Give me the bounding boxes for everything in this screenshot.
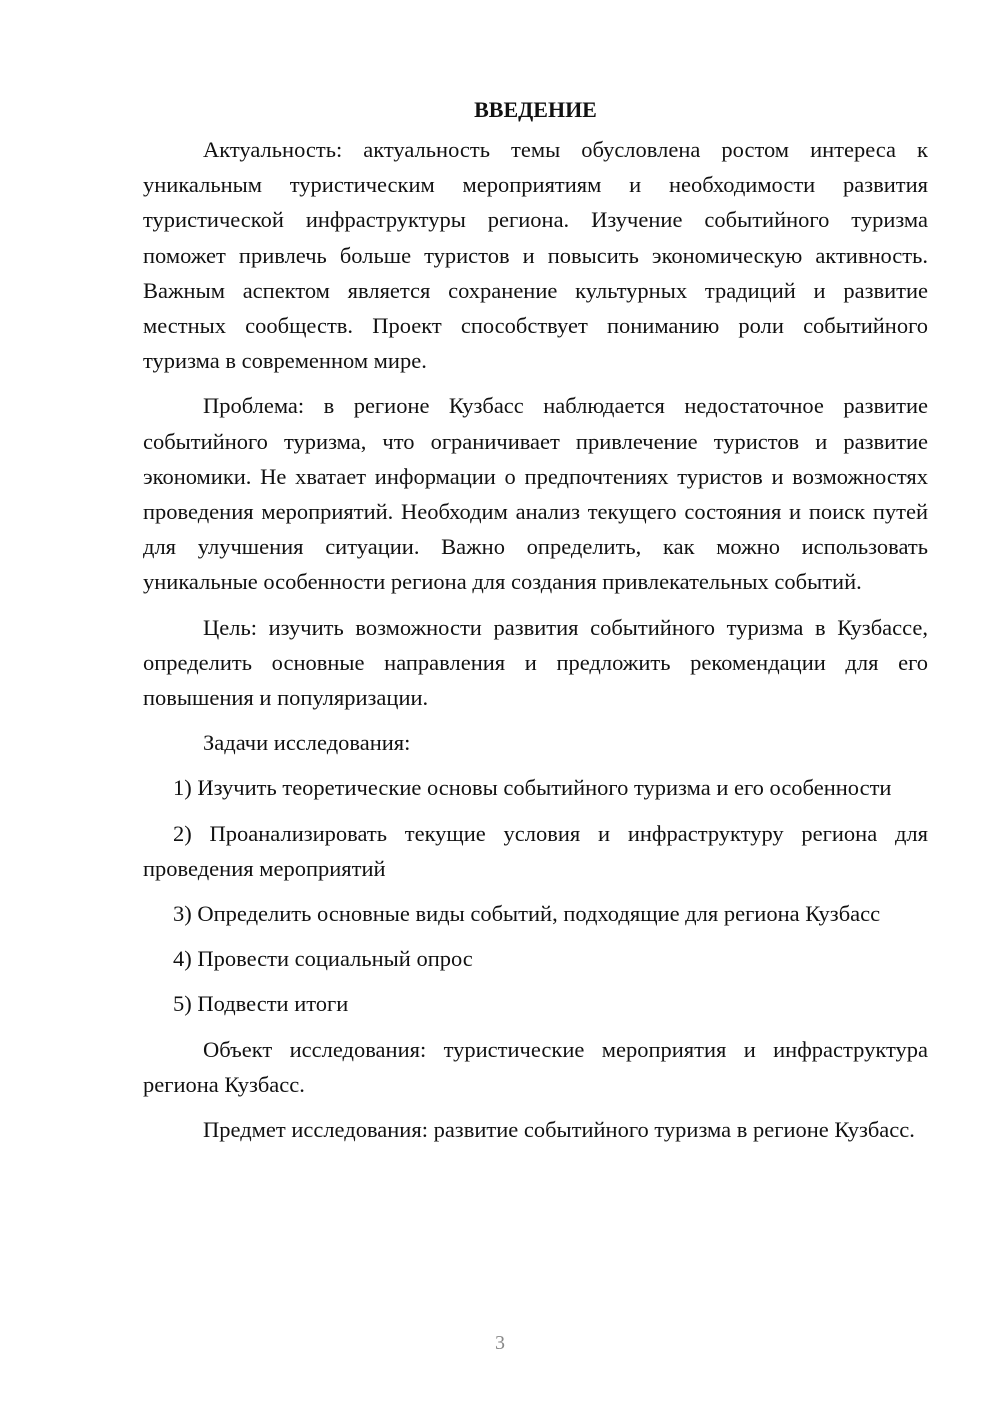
task-item: 2) Проанализировать текущие условия и инфраструктуру региона для проведения мероприятий xyxy=(143,820,928,881)
page-number: 3 xyxy=(495,1332,505,1354)
tasks-heading: Задачи исследования: xyxy=(203,730,411,756)
document-body xyxy=(143,92,928,1157)
task-item: 4) Провести социальный опрос xyxy=(173,946,473,972)
subject-paragraph: Предмет исследования: развитие событийного туризма в регионе Кузбасс. xyxy=(203,1117,915,1143)
task-item: 3) Определить основные виды событий, подходящие для региона Кузбасс xyxy=(173,901,881,927)
problem-paragraph: Проблема: в регионе Кузбасс наблюдается недостаточное развитие событийного туризма, что ограничивает привлечение туристов и развитие экономики. Не хватает информации о предпочтениях туристов и возможностях проведения мероприятий. Необходим анализ текущего состояния и поиск путей для улучшения ситуации. Важно определить, как можно использовать уникальные особенности региона для создания привлекательных событий. xyxy=(143,393,928,595)
task-item: 1) Изучить теоретические основы событийного туризма и его особенности xyxy=(173,775,892,801)
goal-paragraph: Цель: изучить возможности развития событийного туризма в Кузбассе, определить основные направления и предложить рекомендации для его повышения и популяризации. xyxy=(143,614,928,711)
object-paragraph: Объект исследования: туристические мероприятия и инфраструктура региона Кузбасс. xyxy=(143,1036,928,1097)
task-item: 5) Подвести итоги xyxy=(173,991,349,1017)
relevance-paragraph: Актуальность: актуальность темы обусловлена ростом интереса к уникальным туристическим мероприятиям и необходимости развития туристической инфраструктуры региона. Изучение событийного туризма поможет привлечь больше туристов и повысить экономическую активность. Важным аспектом является сохранение культурных традиций и развитие местных сообществ. Проект способствует пониманию роли событийного туризма в современном мире. xyxy=(143,137,928,374)
page-title: ВВЕДЕНИЕ xyxy=(474,97,597,122)
